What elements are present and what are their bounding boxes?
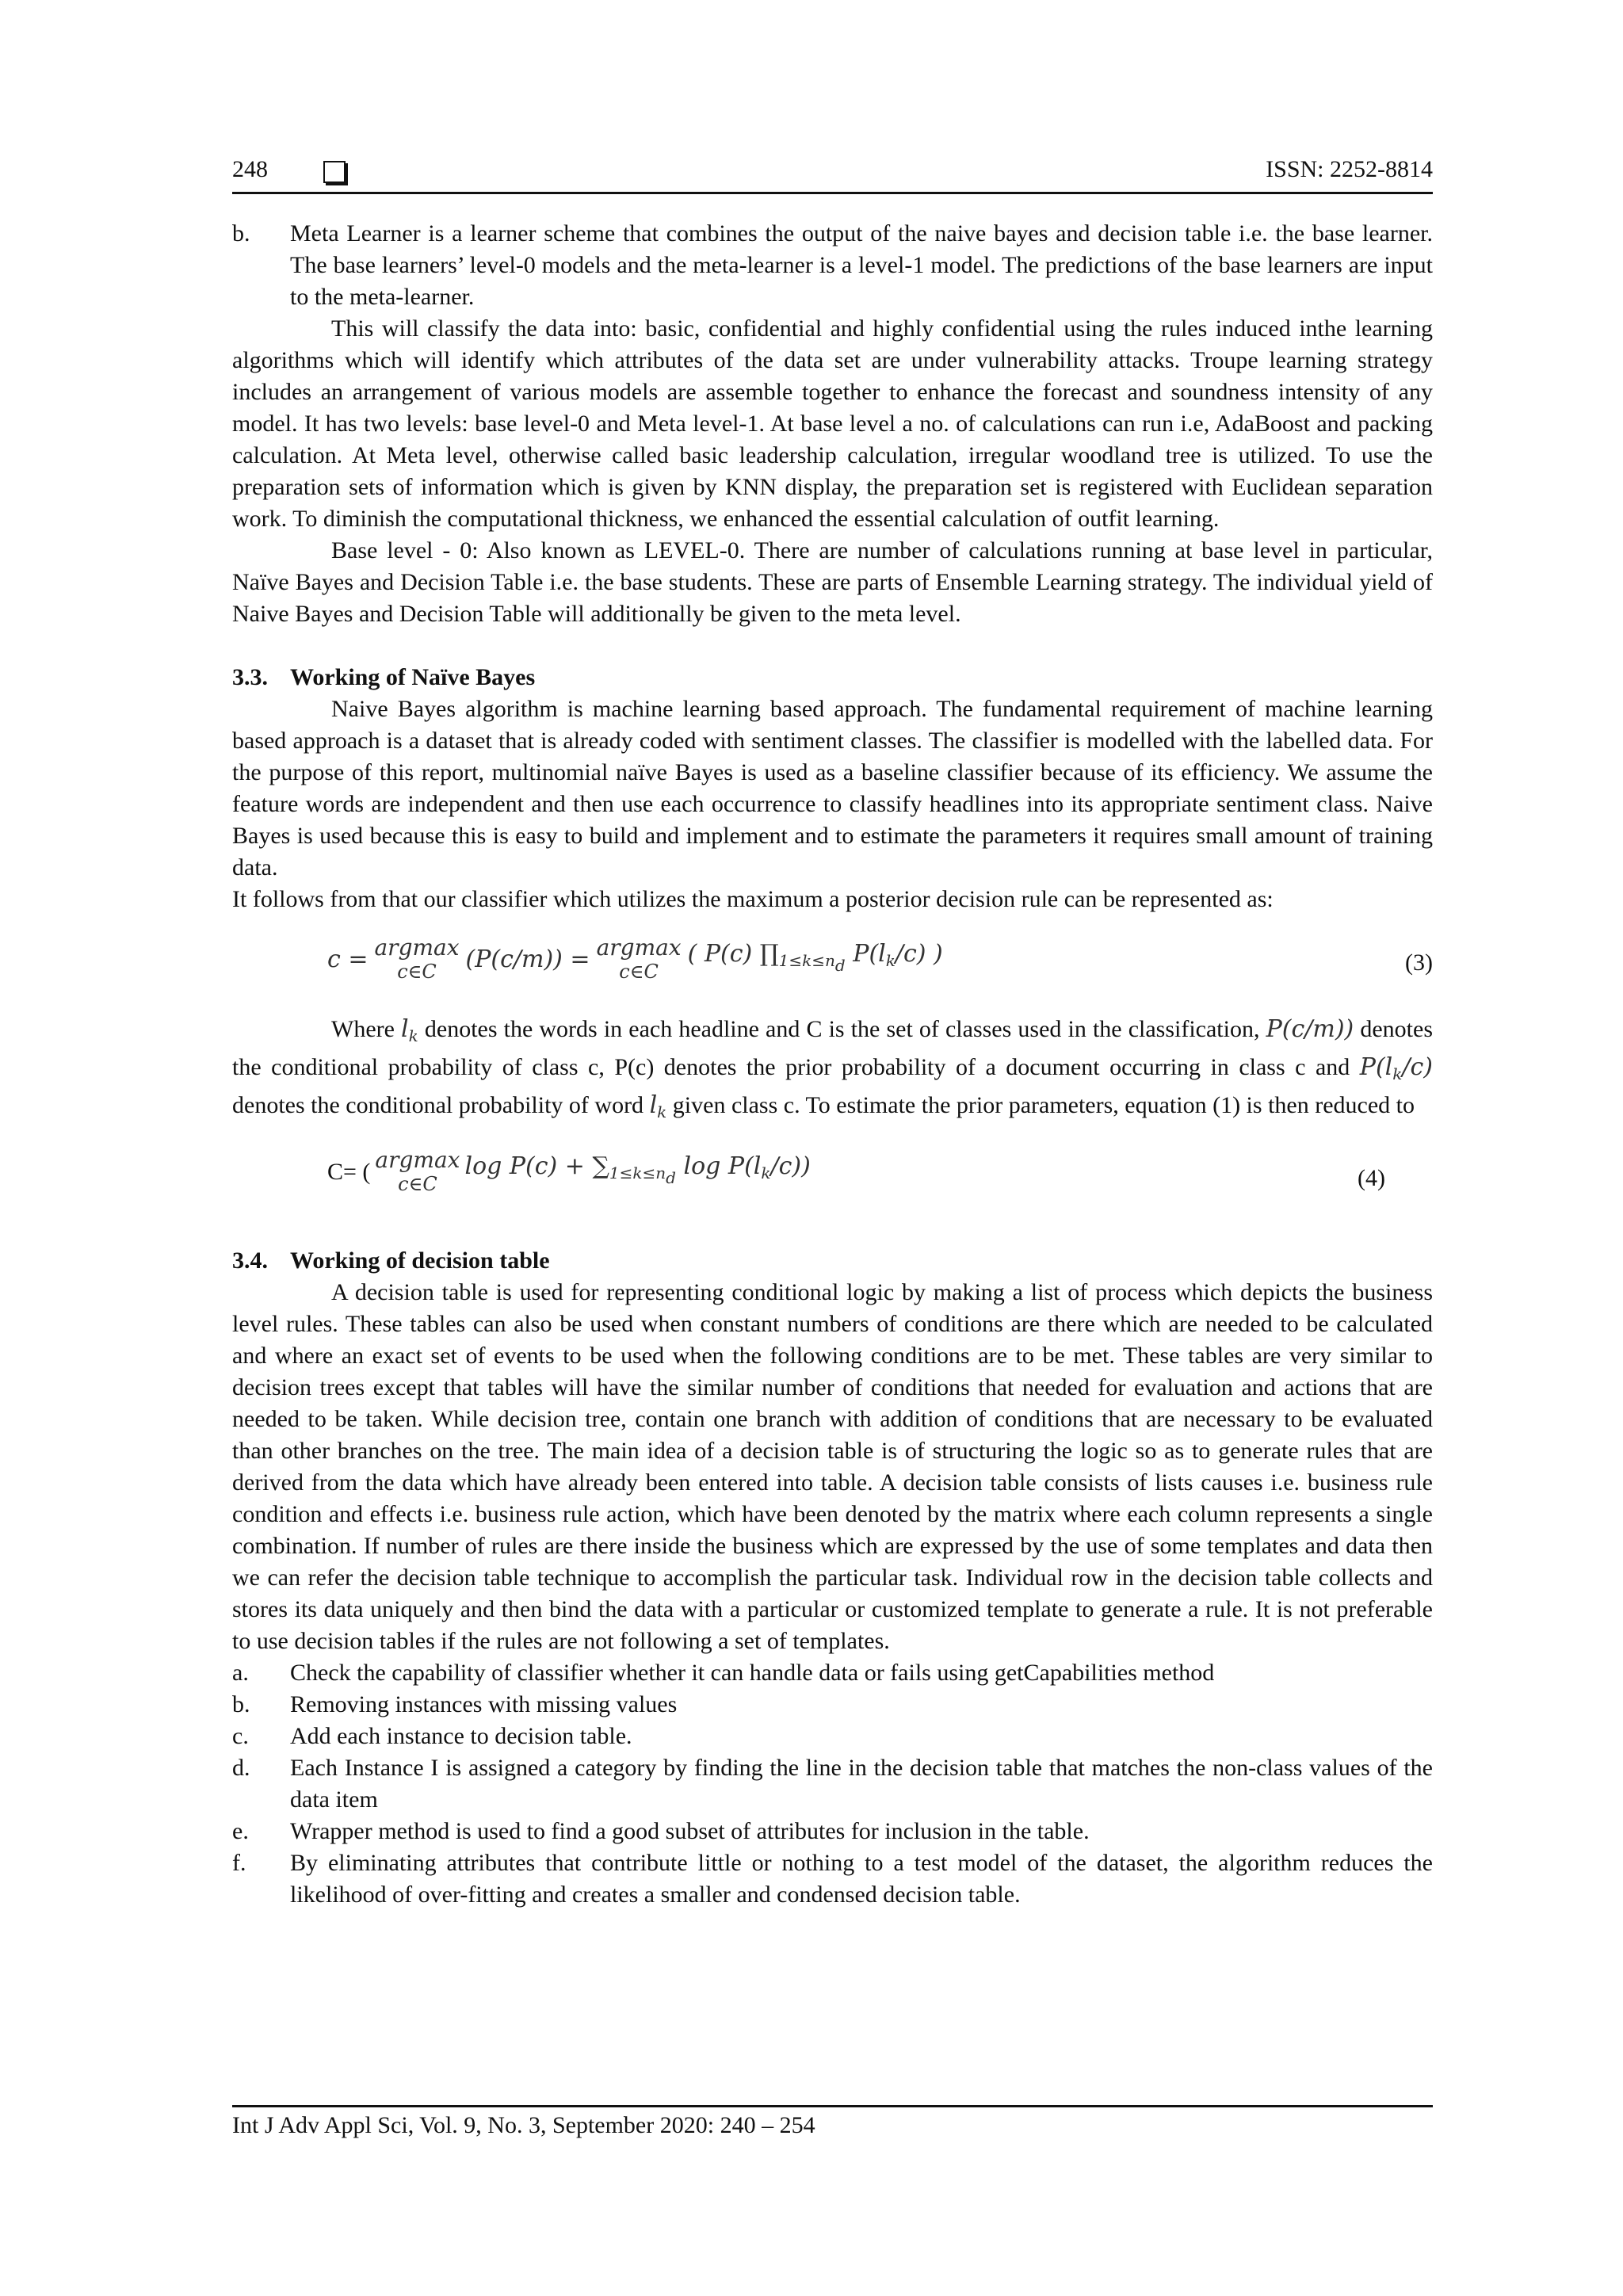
argmax-operator: argmax c∈C: [374, 934, 460, 983]
argmax-operator: argmax c∈C: [596, 934, 682, 983]
list-item: f. By eliminating attributes that contribute little or nothing to a test model of the dataset, the algorithm reduces the likelihood of over-fitting and creates a smaller and condensed decision table.: [232, 1850, 1433, 1908]
section-heading-3-4: 3.4. Working of decision table: [232, 1247, 550, 1274]
list-item: a. Check the capability of classifier whether it can handle data or fails using getCapabilities method: [232, 1660, 1215, 1686]
equation-4: C= ( argmax c∈C $\log P(c) + \sum_{1\le k\le nd}$ $\log P(l_k/c)$) (4): [327, 1147, 1385, 1195]
list-item: b. Removing instances with missing values: [232, 1691, 678, 1717]
page-footer: [232, 2105, 1433, 2139]
journal-citation: Int J Adv Appl Sci, Vol. 9, No. 3, September 2020: 240 – 254: [232, 2112, 815, 2138]
square-bullet-icon: [323, 161, 346, 183]
paragraph-ensemble: This will classify the data into: basic, confidential and highly confidential using the rules induced inthe learning algorithms which will identify which attributes of the data set are under vulnerability attacks. Troupe learning strategy includes an arrangement of various models are assemble together to enhance the forecast and soundness intensity of any model. It has two levels: base level-0 and Meta level-1. At base level a no. of calculations can run i.e, AdaBoost and packing calculation. At Meta level, otherwise called basic leadership calculation, irregular woodland tree is utilized. To use the preparation sets of information which is given by KNN display, the preparation set is registered with Euclidean separation work. To diminish the computational thickness, we enhanced the essential calculation of outfit learning.: [232, 315, 1433, 532]
paragraph-base-level: Base level - 0: Also known as LEVEL-0. There are number of calculations running at base level in particular, Naïve Bayes and Decision Table i.e. the base students. These are parts of Ensemble Learning strategy. The individual yield of Naive Bayes and Decision Table will additionally be given to the meta level.: [232, 537, 1433, 627]
issn: ISSN: 2252-8814: [1266, 156, 1433, 182]
list-label: b.: [232, 220, 250, 246]
paragraph-naive-bayes: Naive Bayes algorithm is machine learning based approach. The fundamental requirement of machine learning based approach is a dataset that is already coded with sentiment classes. The classifier is modelled with the labelled data. For the purpose of this report, multinomial naïve Bayes is used as a baseline classifier because of its efficiency. We assume the feature words are independent and then use each occurrence to classify headlines into its appropriate sentiment class. Naive Bayes is used because this is easy to build and implement and to estimate the parameters it requires small amount of training data.: [232, 696, 1433, 881]
list-text: Meta Learner is a learner scheme that combines the output of the naive bayes and decision table i.e. the base learner. The base learners’ level-0 models and the meta-learner is a level-1 model. The predictions of the base learners are input to the meta-learner.: [290, 220, 1433, 310]
page-header: [232, 156, 1433, 189]
equation-number: (4): [1358, 1165, 1385, 1191]
intro-list-item-b: [232, 218, 1433, 313]
equation-number: (3): [1405, 949, 1433, 976]
list-item: d. Each Instance I is assigned a category by finding the line in the decision table that matches the non-class values of the data item: [232, 1755, 1433, 1813]
argmax-operator: argmax c∈C: [375, 1147, 460, 1195]
list-item: e. Wrapper method is used to find a good subset of attributes for inclusion in the table.: [232, 1818, 1090, 1844]
body-text: [232, 218, 1433, 1911]
paragraph-where: Where $l_k$ denotes the words in each headline and C is the set of classes used in the classification, P(c/m)) denotes the conditional probability of class c, P(c) denotes the prior probability of a document occurring in class c and $P(l_k/c)$ denotes the conditional probability of word $l_k$ given class c. To estimate the prior parameters, equation (1) is then reduced to: [232, 1015, 1433, 1121]
footer-rule: [232, 2105, 1433, 2107]
paragraph-decision-rule: It follows from that our classifier which utilizes the maximum a posterior decision rule can be represented as:: [232, 886, 1274, 912]
paragraph-decision-table: A decision table is used for representing conditional logic by making a list of process which depicts the business level rules. These tables can also be used when constant numbers of conditions are there which are needed to be calculated and where an exact set of events to be used when the following conditions are to be met. These tables are very similar to decision trees except that tables will have the similar number of conditions that needed for evaluation and actions that are needed to be taken. While decision tree, contain one branch with addition of conditions that are necessary to be evaluated than other branches on the tree. The main idea of a decision table is of structuring the logic so as to generate rules that are derived from the data which have already been entered into table. A decision table consists of lists causes i.e. business rule condition and effects i.e. business rule action, which have been denoted by the matrix where each column represents a single combination. If number of rules are there inside the business which are expressed by the use of some templates and data then we can refer the decision table technique to accomplish the particular task. Individual row in the decision table collects and stores its data uniquely and then bind the data with a particular or customized template to generate a rule. It is not preferable to use decision tables if the rules are not following a set of templates.: [232, 1279, 1433, 1654]
section-heading-3-3: 3.3. Working of Naïve Bayes: [232, 664, 536, 690]
page-number: 248: [232, 156, 268, 182]
equation-3: c = argmax c∈C (P(c/m)) = argmax c∈C ( P(c) $\prod_{1\le k\le nd}$ $P(l_k/c)$ ) (3): [327, 934, 1433, 983]
list-item: c. Add each instance to decision table.: [232, 1723, 632, 1749]
header-rule: [232, 192, 1433, 194]
